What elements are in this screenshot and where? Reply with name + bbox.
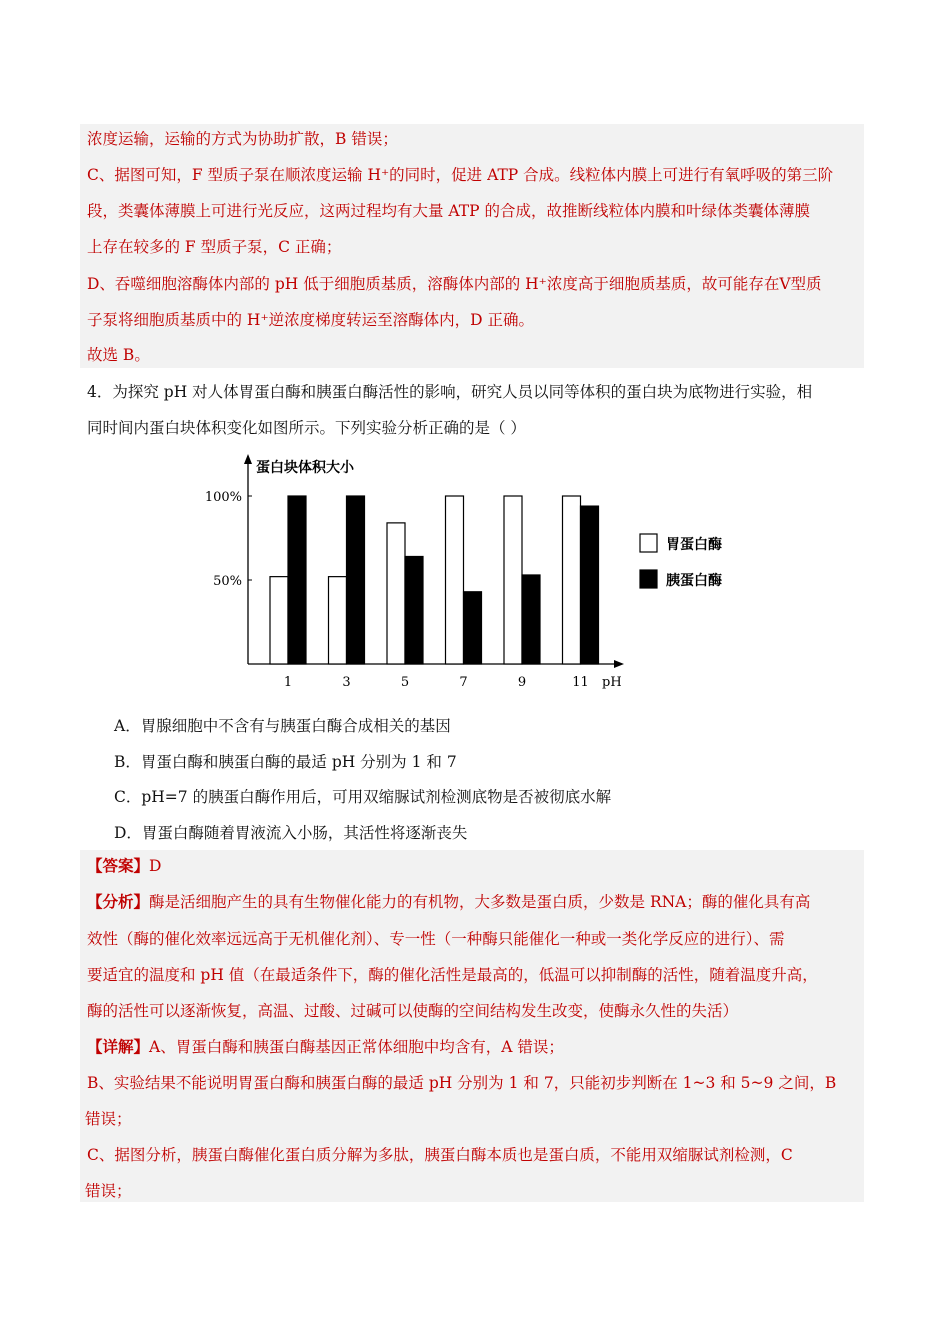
analysis-tag: 【分析】 [87,892,150,911]
detail-line: 错误； [85,1110,132,1128]
option-c[interactable]: C．pH=7 的胰蛋白酶作用后，可用双缩脲试剂检测底物是否被彻底水解 [114,788,612,806]
x-tick-label: 5 [400,675,410,690]
bar-pepsin [504,496,522,664]
analysis-text: 酶是活细胞产生的具有生物催化能力的有机物，大多数是蛋白质，少数是 RNA；酶的催化具有高 [149,893,811,911]
question-stem: 4．为探究 pH 对人体胃蛋白酶和胰蛋白酶活性的影响，研究人员以同等体积的蛋白块为底物进行实验，相 [87,383,813,401]
legend-swatch [640,534,657,552]
explanation-line: 上存在较多的 F 型质子泵，C 正确； [87,238,342,256]
analysis-line [87,891,810,913]
explanation-line: C、据图可知，F 型质子泵在顺浓度运输 H⁺的同时，促进 ATP 合成。线粒体内膜上可进行有氧呼吸的第三阶 [87,166,834,184]
answer-line [87,855,161,877]
bar-pepsin [563,496,581,664]
analysis-line: 酶的活性可以逐渐恢复，高温、过酸、过碱可以使酶的空间结构发生改变，使酶永久性的失活） [87,1002,739,1020]
y-tick-label: 100% [204,490,242,505]
explanation-line: D、吞噬细胞溶酶体内部的 pH 低于细胞质基质，溶酶体内部的 H⁺浓度高于细胞质基质，故可能存在Ⅴ型质 [87,275,822,293]
x-tick-label: 1 [283,675,293,690]
option-d[interactable]: D．胃蛋白酶随着胃液流入小肠，其活性将逐渐丧失 [114,824,468,842]
legend-label: 胃蛋白酶 [666,537,722,553]
bar-trypsin [405,556,423,664]
bar-trypsin [288,496,306,664]
bar-trypsin [581,506,599,664]
bar-chart [200,452,760,702]
answer-value: D [149,857,162,875]
bar-pepsin [446,496,464,664]
y-axis-arrow [244,454,252,464]
question-stem: 同时间内蛋白块体积变化如图所示。下列实验分析正确的是（ ） [87,419,526,437]
bar-pepsin [387,523,405,664]
y-tick-label: 50% [213,574,242,589]
option-b[interactable]: B．胃蛋白酶和胰蛋白酶的最适 pH 分别为 1 和 7 [114,753,457,771]
answer-tag: 【答案】 [87,856,150,875]
x-axis-label: pH [602,675,622,690]
legend-swatch [640,570,657,588]
detail-line: C、据图分析，胰蛋白酶催化蛋白质分解为多肽，胰蛋白酶本质也是蛋白质，不能用双缩脲试剂检测，C [87,1146,793,1164]
x-tick-label: 3 [342,675,351,690]
detail-tag: 【详解】 [87,1037,150,1056]
detail-line: B、实验结果不能说明胃蛋白酶和胰蛋白酶的最适 pH 分别为 1 和 7，只能初步判断在 1~3 和 5~9 之间，B [87,1074,837,1092]
explanation-line: 子泵将细胞质基质中的 H⁺逆浓度梯度转运至溶酶体内，D 正确。 [87,311,534,329]
detail-line [87,1036,564,1058]
detail-text: A、胃蛋白酶和胰蛋白酶基因正常体细胞中均含有，A 错误； [149,1038,564,1056]
legend-label: 胰蛋白酶 [666,573,722,589]
bar-trypsin [347,496,365,664]
x-tick-label: 9 [517,675,527,690]
y-axis-label: 蛋白块体积大小 [256,460,354,476]
explanation-line: 浓度运输，运输的方式为协助扩散，B 错误； [87,130,398,148]
explanation-line: 段，类囊体薄膜上可进行光反应，这两过程均有大量 ATP 的合成，故推断线粒体内膜和叶绿体类囊体薄膜 [87,202,810,220]
analysis-line: 效性（酶的催化效率远远高于无机催化剂）、专一性（一种酶只能催化一种或一类化学反应的进行）、需 [87,930,785,948]
x-tick-label: 7 [459,675,468,690]
x-axis-arrow [614,660,624,668]
x-tick-label: 11 [572,675,589,690]
bar-trypsin [522,575,540,664]
detail-line: 错误； [85,1182,132,1200]
analysis-line: 要适宜的温度和 pH 值（在最适条件下，酶的催化活性是最高的，低温可以抑制酶的活性，随着温度升高， [87,966,818,984]
bar-pepsin [270,577,288,664]
bar-trypsin [464,592,482,664]
bar-pepsin [329,577,347,664]
explanation-line: 故选 B。 [87,346,150,364]
option-a[interactable]: A．胃腺细胞中不含有与胰蛋白酶合成相关的基因 [114,717,451,735]
